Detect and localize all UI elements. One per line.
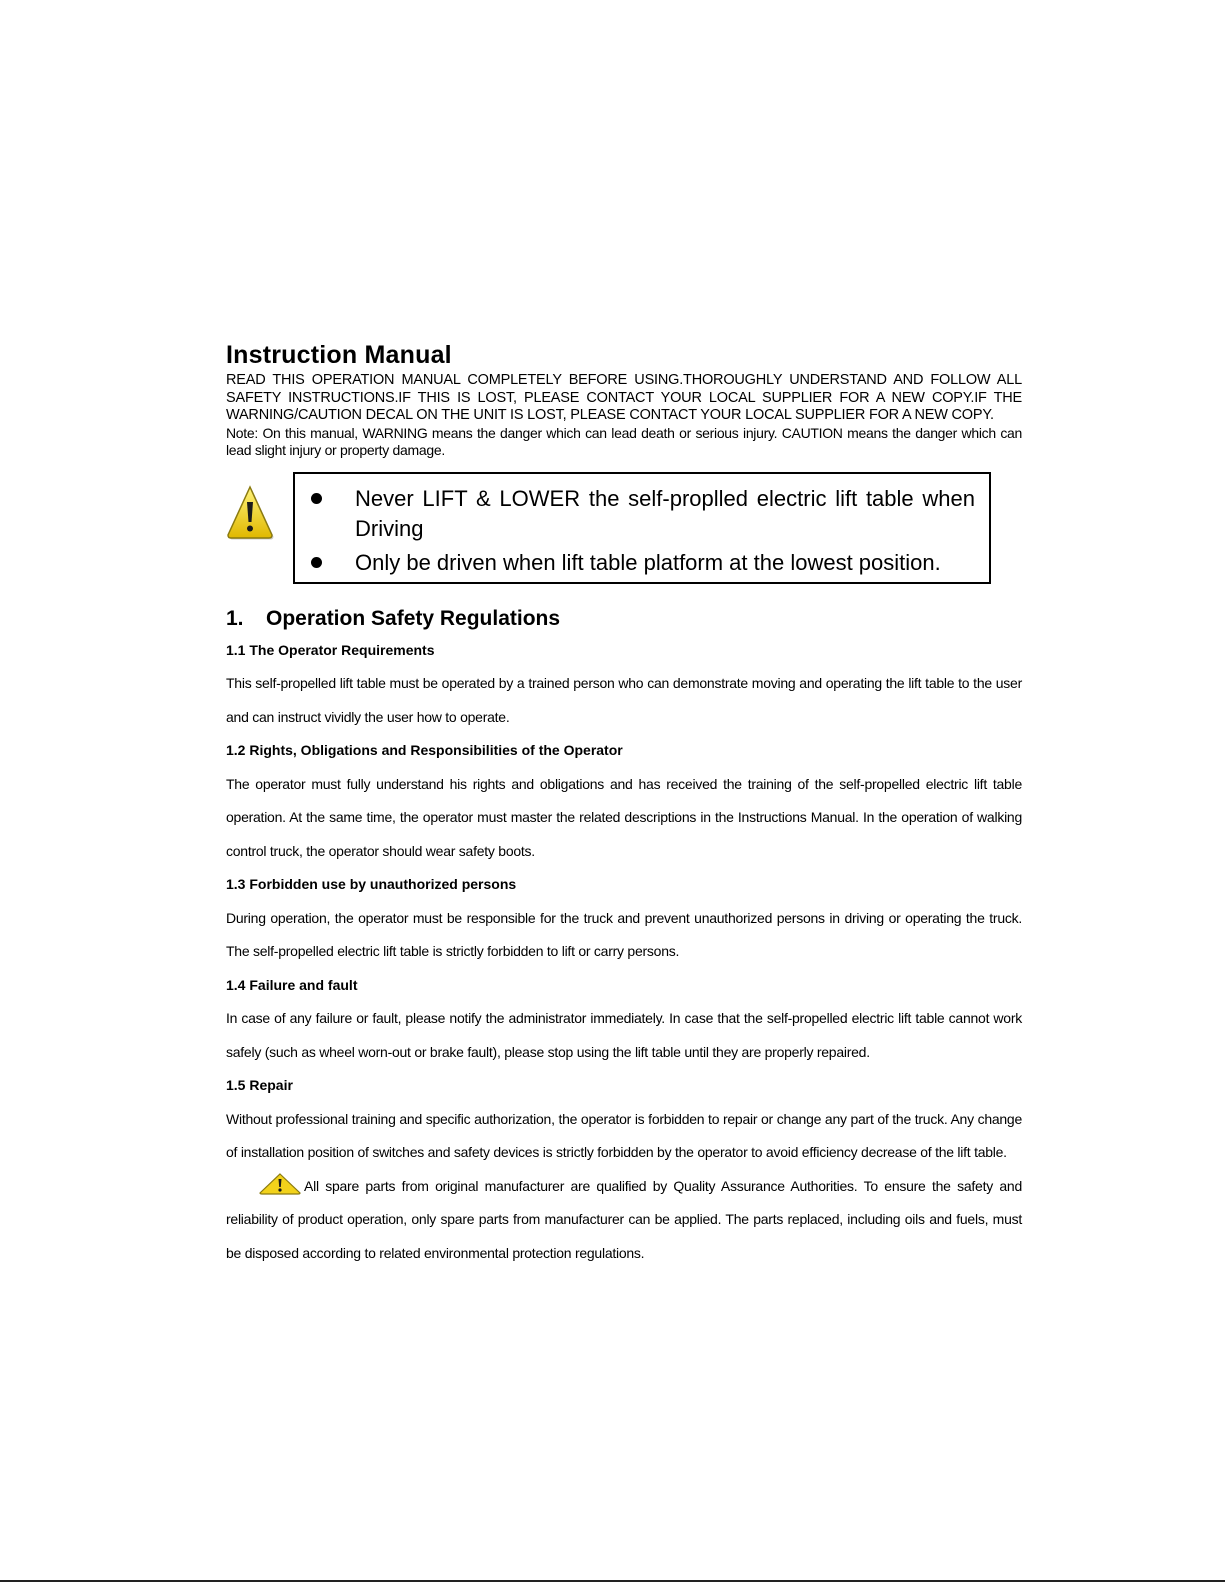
page-content [226,340,1022,1270]
page-bottom-rule [0,1580,1225,1582]
subsection-heading: 1.5 Repair [226,1077,293,1093]
caution-paragraph-text: All spare parts from original manufacturer are qualified by Quality Assurance Authorities. To ensure the safety and reliability of product operation, only spare parts from manufacturer can be applied. The parts replaced, including oils and fuels, must be disposed according to related environmental protection regulations. [226,1177,1022,1261]
caution-triangle-icon [256,1173,304,1195]
document-title: Instruction Manual [226,341,452,369]
warning-list [295,484,989,578]
warning-box [293,472,991,584]
section-number: 1. [226,606,244,630]
subsection-heading: 1.1 The Operator Requirements [226,641,435,658]
warning-triangle-icon [226,484,274,540]
caution-paragraph [226,1170,1022,1271]
warning-item [295,548,989,578]
bullet-icon [311,493,322,504]
intro-paragraph: READ THIS OPERATION MANUAL COMPLETELY BEFORE USING.THOROUGHLY UNDERSTAND AND FOLLOW ALL SAFETY INSTRUCTIONS.IF THIS IS LOST, PLEASE CONTACT YOUR LOCAL SUPPLIER FOR A NEW COPY.IF THE WARNING/CAUTION DECAL ON THE UNIT IS LOST, PLEASE CONTACT YOUR LOCAL SUPPLIER FOR A NEW COPY. [226,372,1022,423]
warning-item-text: Never LIFT & LOWER the self-proplled electric lift table when Driving [355,485,975,541]
subsection-heading: 1.3 Forbidden use by unauthorized persons [226,876,517,892]
warning-row [226,466,1022,594]
warning-item-text: Only be driven when lift table platform at the lowest position. [355,549,941,575]
subsection-heading: 1.4 Failure and fault [226,976,358,993]
warning-item [295,484,989,544]
section-title: Operation Safety Regulations [266,606,561,630]
subsection-text: During operation, the operator must be responsible for the truck and prevent unauthorized persons in driving or operating the truck. The self-propelled electric lift table is strictly forbidden to lift or carry persons. [226,909,1022,959]
section-heading [226,604,1022,634]
subsection-text: In case of any failure or fault, please notify the administrator immediately. In case that the self-propelled electric lift table cannot work safely (such as wheel worn-out or brake fault), please stop using the lift table until they are properly repaired. [226,1010,1022,1060]
subsection-text: Without professional training and specific authorization, the operator is forbidden to repair or change any part of the truck. Any change of installation position of switches and safety devices is strictly forbidden by the operator to avoid efficiency decrease of the lift table. [226,1110,1022,1160]
note-paragraph: Note: On this manual, WARNING means the danger which can lead death or serious injury. CAUTION means the danger which can lead slight injury or property damage. [226,424,1022,458]
subsection-text: The operator must fully understand his rights and obligations and has received the training of the self-propelled electric lift table operation. At the same time, the operator must master the related descriptions in the Instructions Manual. In the operation of walking control truck, the operator should wear safety boots. [226,775,1022,859]
subsection-text: This self-propelled lift table must be operated by a trained person who can demonstrate moving and operating the lift table to the user and can instruct vividly the user how to operate. [226,675,1022,725]
bullet-icon [311,557,322,568]
subsection-heading: 1.2 Rights, Obligations and Responsibilities of the Operator [226,742,623,758]
